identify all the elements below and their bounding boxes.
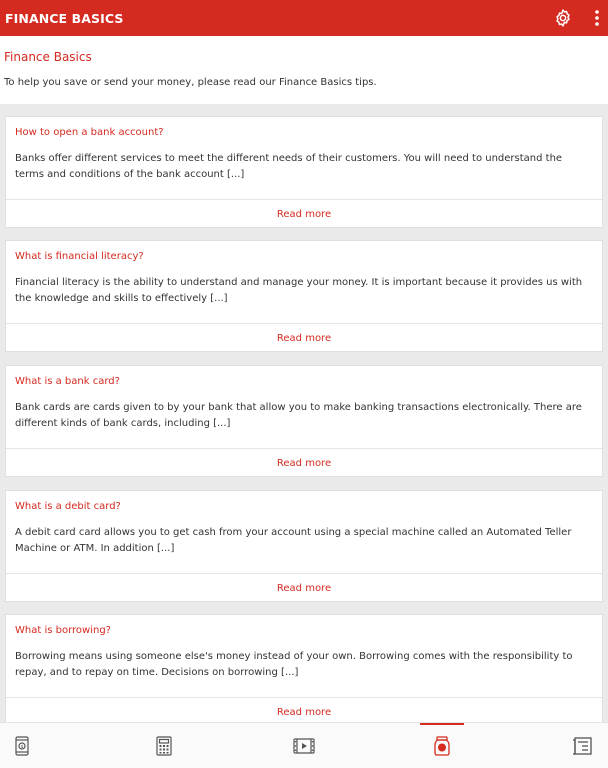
article-excerpt: A debit card card allows you to get cash from your account using a special machine called an Automated Teller Machine or ATM. In addition [...] (15, 527, 572, 554)
gear-icon (553, 8, 573, 28)
article-list-icon (572, 737, 592, 755)
article-card (5, 116, 603, 228)
article-card (5, 365, 603, 477)
nav-item-finance-basics[interactable] (412, 723, 472, 768)
page-header (0, 36, 608, 104)
nav-item-mobile-money[interactable] (0, 723, 52, 768)
intro-text: To help you save or send your money, please read our Finance Basics tips. (4, 77, 377, 88)
calculator-icon (156, 736, 172, 756)
article-title[interactable]: What is a debit card? (15, 501, 121, 512)
nav-item-videos[interactable] (274, 723, 334, 768)
read-more-link[interactable]: Read more (276, 332, 332, 344)
nav-item-articles[interactable] (552, 723, 608, 768)
article-title[interactable]: What is financial literacy? (15, 251, 144, 262)
article-title[interactable]: How to open a bank account? (15, 127, 164, 138)
overflow-menu-button[interactable] (586, 3, 608, 33)
article-feed[interactable] (0, 104, 608, 722)
article-title[interactable]: What is borrowing? (15, 625, 111, 636)
app-bar-title: FINANCE BASICS (5, 10, 124, 26)
svg-text:$: $ (439, 744, 445, 752)
app-bar-actions (548, 3, 608, 33)
read-more-link[interactable]: Read more (276, 457, 332, 469)
settings-button[interactable] (548, 3, 578, 33)
active-tab-indicator (420, 723, 464, 725)
article-card (5, 490, 603, 602)
bottom-navigation (0, 722, 608, 768)
video-icon (293, 738, 315, 754)
nav-item-calculator[interactable] (134, 723, 194, 768)
svg-text:$: $ (20, 744, 24, 750)
read-more-link[interactable]: Read more (276, 706, 332, 718)
article-excerpt: Banks offer different services to meet the different needs of their customers. You will need to understand the terms and conditions of the bank account [...] (15, 153, 563, 180)
article-card (5, 240, 603, 352)
money-jar-icon (434, 736, 450, 756)
article-excerpt: Bank cards are cards given to by your bank that allow you to make banking transactions electronically. There are different kinds of bank cards, including [...] (15, 402, 582, 429)
article-excerpt: Borrowing means using someone else's money instead of your own. Borrowing comes with the responsibility to repay, and to repay on time. Decisions on borrowing [...] (15, 651, 573, 678)
read-more-link[interactable]: Read more (276, 582, 332, 594)
page-title: Finance Basics (4, 50, 92, 64)
article-card (5, 614, 603, 722)
phone-money-icon (15, 736, 29, 756)
article-excerpt: Financial literacy is the ability to understand and manage your money. It is important because it provides us with the knowledge and skills to effectively [...] (15, 277, 583, 304)
more-vert-icon (594, 9, 600, 27)
app-bar (0, 0, 608, 36)
article-title[interactable]: What is a bank card? (15, 376, 120, 387)
read-more-link[interactable]: Read more (276, 208, 332, 220)
